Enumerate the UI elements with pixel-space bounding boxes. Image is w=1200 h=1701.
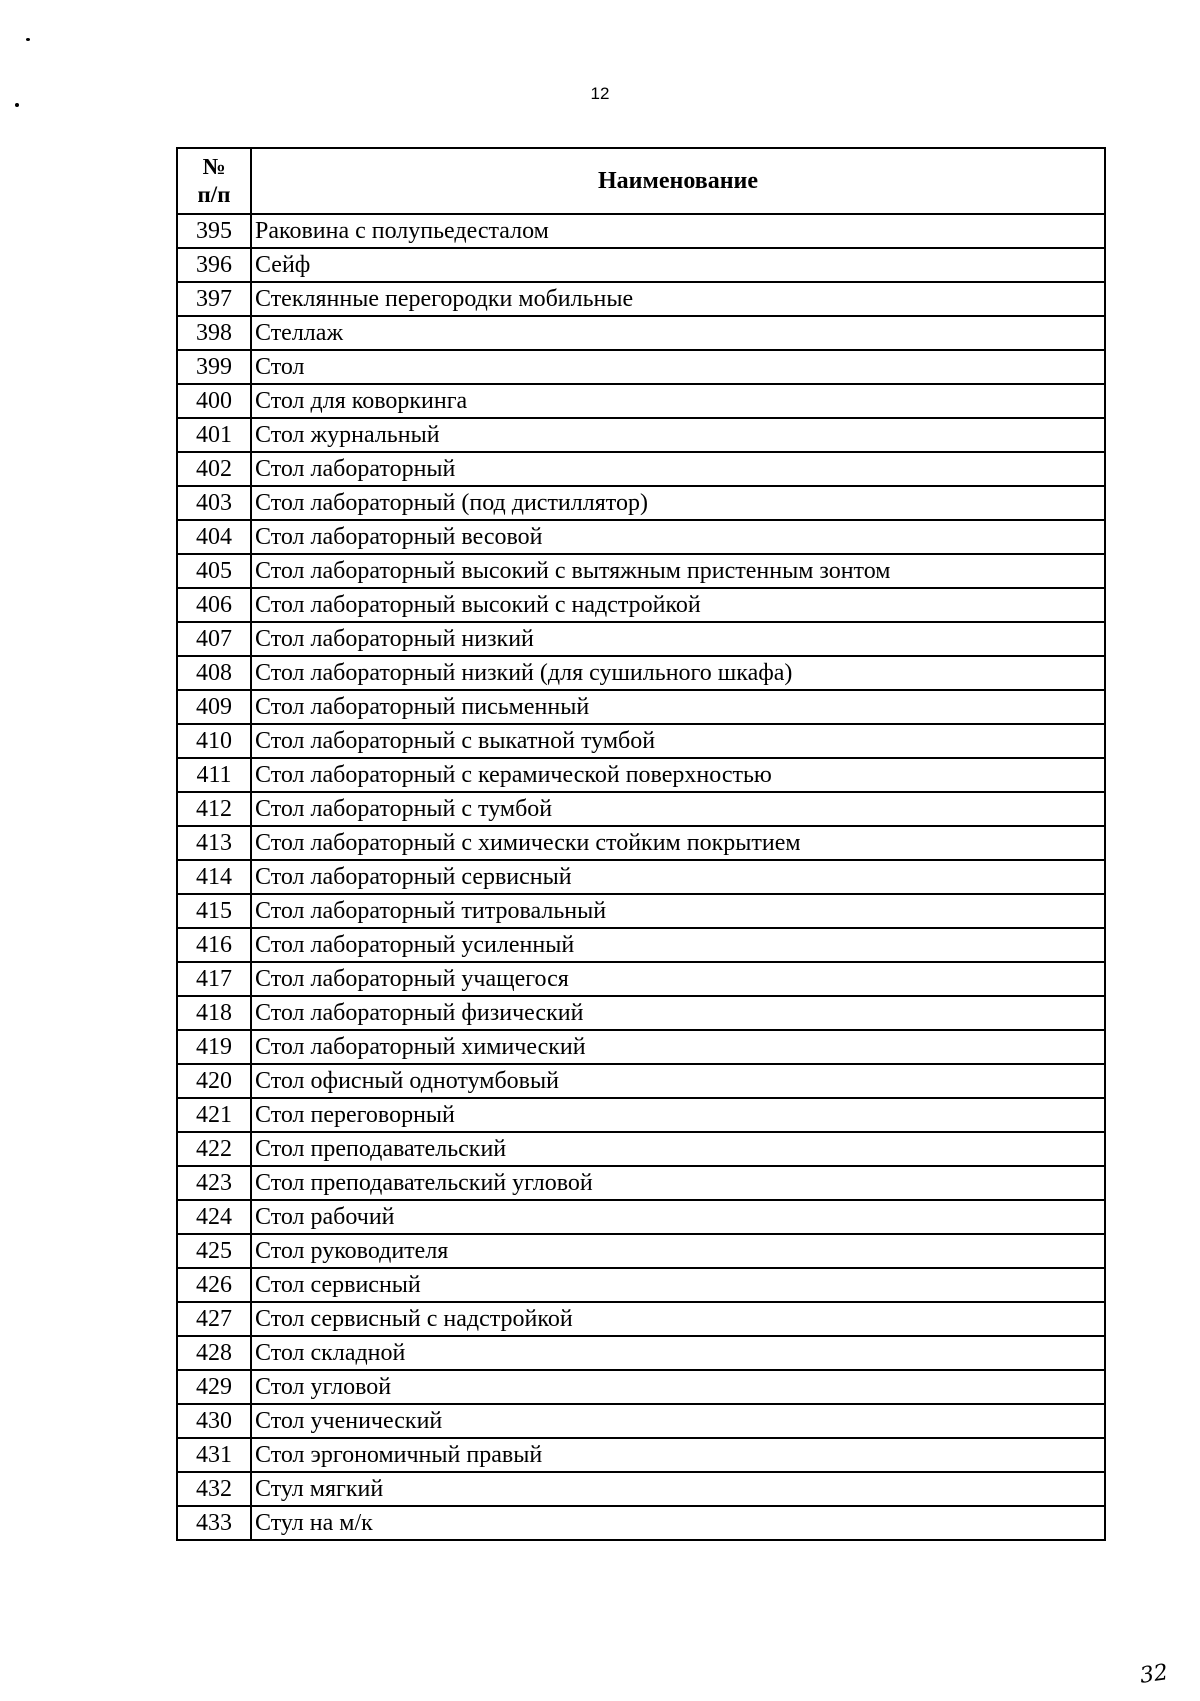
table-row [177, 894, 1105, 928]
row-name: Стол лабораторный сервисный [251, 860, 1105, 894]
scan-speck [26, 38, 30, 41]
row-name: Стол лабораторный низкий (для сушильного шкафа) [251, 656, 1105, 690]
row-number: 396 [177, 248, 251, 282]
table-header-row [177, 148, 1105, 214]
table-row [177, 452, 1105, 486]
row-number: 424 [177, 1200, 251, 1234]
table-row [177, 826, 1105, 860]
row-number: 425 [177, 1234, 251, 1268]
row-name: Стол лабораторный (под дистиллятор) [251, 486, 1105, 520]
row-number: 410 [177, 724, 251, 758]
row-name: Стол лабораторный с тумбой [251, 792, 1105, 826]
row-number: 398 [177, 316, 251, 350]
row-number: 402 [177, 452, 251, 486]
row-number: 422 [177, 1132, 251, 1166]
table-row [177, 520, 1105, 554]
row-name: Стол лабораторный учащегося [251, 962, 1105, 996]
row-number: 413 [177, 826, 251, 860]
row-name: Стол лабораторный с керамической поверхностью [251, 758, 1105, 792]
row-name: Стол преподавательский угловой [251, 1166, 1105, 1200]
table-row [177, 1438, 1105, 1472]
table-row [177, 1268, 1105, 1302]
row-name: Стол лабораторный низкий [251, 622, 1105, 656]
row-name: Стол журнальный [251, 418, 1105, 452]
row-number: 405 [177, 554, 251, 588]
row-name: Стол лабораторный с выкатной тумбой [251, 724, 1105, 758]
row-number: 408 [177, 656, 251, 690]
row-name: Стол руководителя [251, 1234, 1105, 1268]
row-name: Стул мягкий [251, 1472, 1105, 1506]
row-name: Стол ученический [251, 1404, 1105, 1438]
row-name: Стол для коворкинга [251, 384, 1105, 418]
row-number: 423 [177, 1166, 251, 1200]
table-row [177, 1166, 1105, 1200]
row-number: 417 [177, 962, 251, 996]
table-row [177, 724, 1105, 758]
table-row [177, 1370, 1105, 1404]
row-name: Стол лабораторный высокий с надстройкой [251, 588, 1105, 622]
table-row [177, 656, 1105, 690]
table-row [177, 1030, 1105, 1064]
row-name: Стол лабораторный высокий с вытяжным пристенным зонтом [251, 554, 1105, 588]
table-row [177, 1336, 1105, 1370]
row-name: Стол сервисный [251, 1268, 1105, 1302]
row-number: 414 [177, 860, 251, 894]
row-name: Стол лабораторный [251, 452, 1105, 486]
row-name: Стеклянные перегородки мобильные [251, 282, 1105, 316]
table-row [177, 996, 1105, 1030]
row-number: 403 [177, 486, 251, 520]
table-row [177, 248, 1105, 282]
table-row [177, 588, 1105, 622]
row-number: 419 [177, 1030, 251, 1064]
table-row [177, 690, 1105, 724]
row-name: Стол складной [251, 1336, 1105, 1370]
table-row [177, 792, 1105, 826]
row-number: 429 [177, 1370, 251, 1404]
row-name: Стеллаж [251, 316, 1105, 350]
row-number: 432 [177, 1472, 251, 1506]
table-body [177, 214, 1105, 1540]
table-row [177, 418, 1105, 452]
row-number: 416 [177, 928, 251, 962]
page-number: 12 [590, 84, 610, 103]
table-row [177, 758, 1105, 792]
row-number: 430 [177, 1404, 251, 1438]
row-number: 399 [177, 350, 251, 384]
row-number: 412 [177, 792, 251, 826]
row-name: Стол лабораторный титровальный [251, 894, 1105, 928]
number-column-header [177, 148, 251, 214]
row-number: 428 [177, 1336, 251, 1370]
row-number: 431 [177, 1438, 251, 1472]
table-row [177, 1098, 1105, 1132]
table-row [177, 1132, 1105, 1166]
table-row [177, 214, 1105, 248]
row-name: Стол лабораторный письменный [251, 690, 1105, 724]
row-number: 418 [177, 996, 251, 1030]
table-row [177, 1200, 1105, 1234]
row-name: Стул на м/к [251, 1506, 1105, 1540]
row-number: 409 [177, 690, 251, 724]
row-name: Стол лабораторный химический [251, 1030, 1105, 1064]
row-name: Раковина с полупьедесталом [251, 214, 1105, 248]
number-header-abbrev: п/п [197, 182, 231, 207]
table-row [177, 860, 1105, 894]
table-row [177, 1234, 1105, 1268]
table-row [177, 1506, 1105, 1540]
table-row [177, 282, 1105, 316]
table-row [177, 554, 1105, 588]
row-number: 401 [177, 418, 251, 452]
row-number: 411 [177, 758, 251, 792]
table-row [177, 316, 1105, 350]
row-number: 407 [177, 622, 251, 656]
table-row [177, 1302, 1105, 1336]
row-number: 421 [177, 1098, 251, 1132]
table-row [177, 1064, 1105, 1098]
row-name: Стол эргономичный правый [251, 1438, 1105, 1472]
row-name: Стол лабораторный весовой [251, 520, 1105, 554]
row-number: 433 [177, 1506, 251, 1540]
row-name: Стол офисный однотумбовый [251, 1064, 1105, 1098]
row-name: Стол лабораторный физический [251, 996, 1105, 1030]
row-name: Стол рабочий [251, 1200, 1105, 1234]
row-name: Стол угловой [251, 1370, 1105, 1404]
row-number: 404 [177, 520, 251, 554]
row-number: 406 [177, 588, 251, 622]
table-row [177, 928, 1105, 962]
table-row [177, 1404, 1105, 1438]
row-name: Стол лабораторный усиленный [251, 928, 1105, 962]
row-number: 415 [177, 894, 251, 928]
row-name: Стол лабораторный с химически стойким покрытием [251, 826, 1105, 860]
row-number: 426 [177, 1268, 251, 1302]
row-name: Стол переговорный [251, 1098, 1105, 1132]
table-row [177, 1472, 1105, 1506]
items-table [176, 147, 1106, 1541]
table-row [177, 384, 1105, 418]
table-row [177, 622, 1105, 656]
row-number: 397 [177, 282, 251, 316]
row-name: Сейф [251, 248, 1105, 282]
row-name: Стол сервисный с надстройкой [251, 1302, 1105, 1336]
handwritten-signature: 32 [1138, 1660, 1170, 1689]
row-name: Стол [251, 350, 1105, 384]
name-column-header: Наименование [251, 148, 1105, 214]
row-name: Стол преподавательский [251, 1132, 1105, 1166]
row-number: 420 [177, 1064, 251, 1098]
table-row [177, 486, 1105, 520]
table-row [177, 350, 1105, 384]
row-number: 395 [177, 214, 251, 248]
row-number: 427 [177, 1302, 251, 1336]
row-number: 400 [177, 384, 251, 418]
number-header-symbol: № [202, 154, 226, 179]
table-row [177, 962, 1105, 996]
